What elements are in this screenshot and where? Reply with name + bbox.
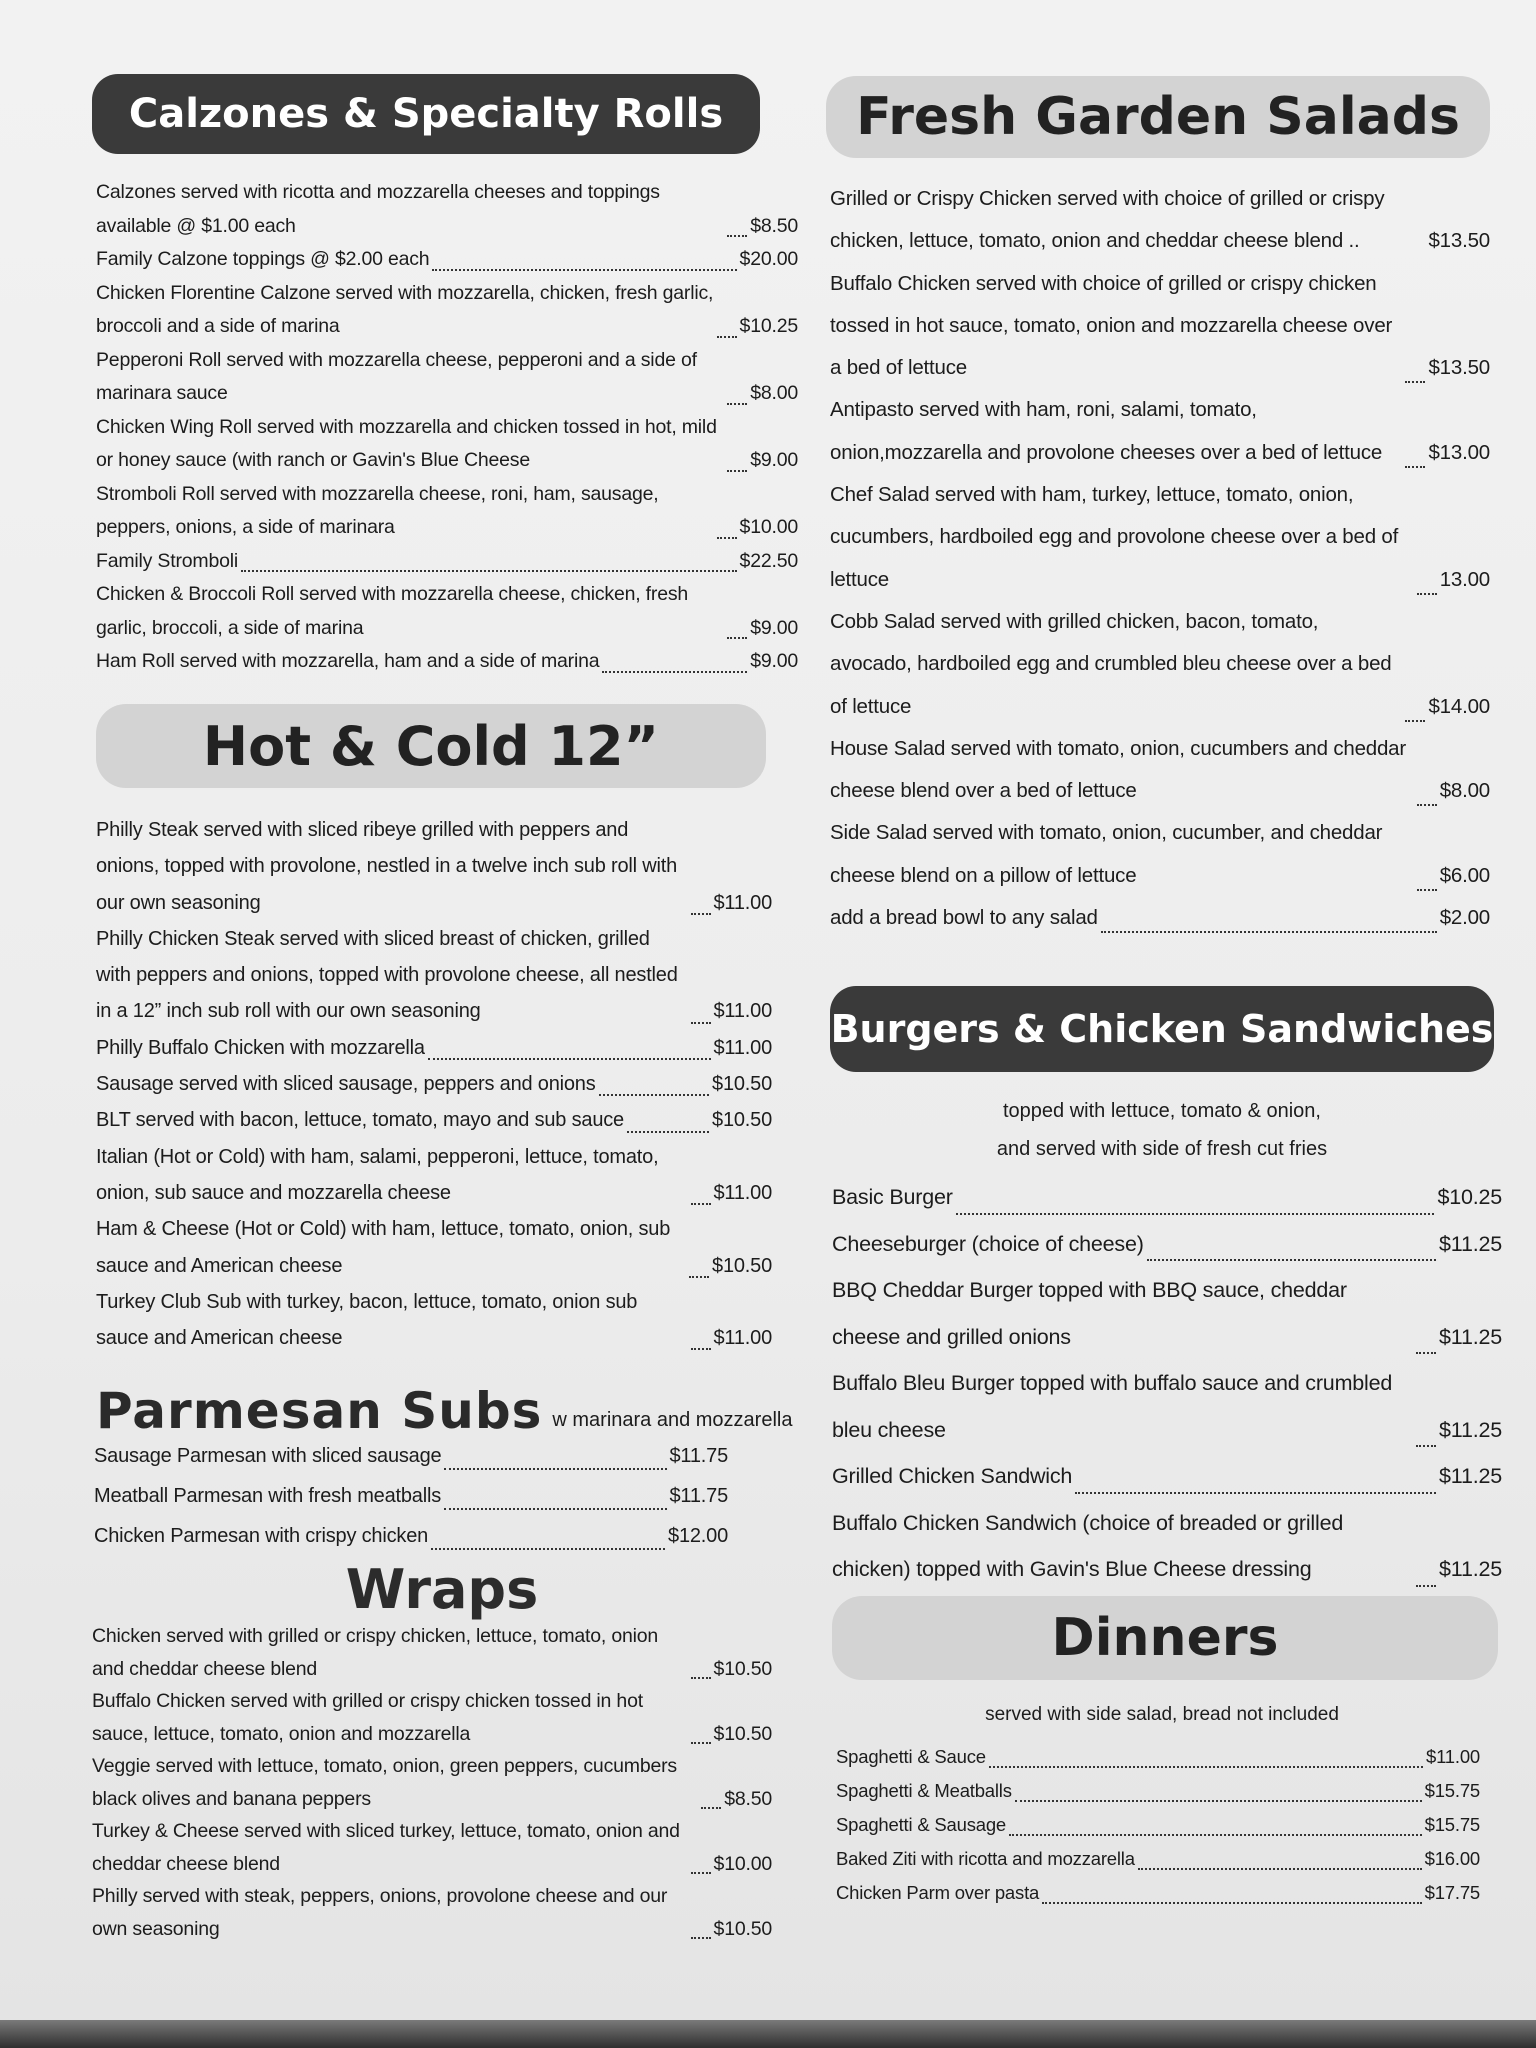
dot-leader <box>691 1022 711 1024</box>
dot-leader <box>1417 889 1437 891</box>
parmesan-title: Parmesan Subs <box>96 1382 543 1440</box>
menu-item-name: Spaghetti & Sauce <box>836 1746 986 1767</box>
menu-item-price: $6.00 <box>1439 863 1490 887</box>
menu-item-price: $8.00 <box>1439 779 1490 803</box>
menu-item <box>96 812 772 921</box>
menu-item <box>96 243 798 277</box>
menu-item-name: Cobb Salad served with grilled chicken, bacon, tomato, avocado, hardboiled egg and crumbled bleu cheese over a bed of lettuce <box>830 609 1392 718</box>
dot-leader <box>1138 1868 1422 1870</box>
menu-item-name: Grilled Chicken Sandwich <box>832 1464 1073 1488</box>
menu-item-name: Chicken Parmesan with crispy chicken <box>94 1525 429 1547</box>
dot-leader <box>1416 1352 1436 1354</box>
menu-item-price: $11.25 <box>1439 1231 1502 1256</box>
menu-item <box>832 1174 1502 1221</box>
menu-item-price: $10.00 <box>713 1852 772 1875</box>
menu-item <box>96 344 798 411</box>
menu-item <box>830 728 1490 813</box>
dot-leader <box>1417 593 1437 595</box>
dot-leader <box>691 1742 711 1744</box>
menu-item-name: Philly served with steak, peppers, onions, provolone cheese and our own seasoning <box>92 1885 668 1940</box>
parmesan-header <box>96 1374 796 1440</box>
menu-item <box>830 178 1490 263</box>
dot-leader <box>431 1548 665 1550</box>
dot-leader <box>428 1058 711 1060</box>
dot-leader <box>691 1677 711 1679</box>
dot-leader <box>1075 1492 1436 1494</box>
menu-item-price: $13.50 <box>1428 229 1490 253</box>
menu-item-name: Calzones served with ricotta and mozzarella cheeses and toppings available @ $1.00 each <box>96 181 660 237</box>
bottom-edge-shadow <box>0 2020 1536 2048</box>
burgers-header <box>830 986 1494 1072</box>
menu-item-name: Philly Chicken Steak served with sliced breast of chicken, grilled with peppers and onions, topped with provolone cheese, all nestled in a 12” inch sub roll with our own seasoning <box>96 927 678 1023</box>
menu-item-price: $11.25 <box>1439 1324 1502 1349</box>
menu-item-name: Basic Burger <box>832 1185 953 1209</box>
menu-item-price: $11.00 <box>713 1327 772 1350</box>
menu-item-price: $20.00 <box>739 248 798 270</box>
menu-item-price: $10.00 <box>739 516 798 538</box>
dot-leader <box>691 1203 711 1205</box>
menu-item <box>96 921 772 1030</box>
menu-item-name: Veggie served with lettuce, tomato, onion, green peppers, cucumbers black olives and banana peppers <box>92 1755 677 1810</box>
dot-leader <box>717 537 737 539</box>
menu-item <box>96 1030 772 1066</box>
dot-leader <box>727 403 747 405</box>
menu-item-price: $11.00 <box>713 1000 772 1023</box>
dot-leader <box>1416 1585 1436 1587</box>
menu-item-price: $10.50 <box>712 1073 772 1096</box>
dot-leader <box>602 671 747 673</box>
parmesan-list <box>94 1436 728 1556</box>
menu-item-price: $13.50 <box>1428 356 1490 380</box>
menu-item-price: $8.50 <box>724 1787 772 1810</box>
menu-item-name: Turkey & Cheese served with sliced turkey, lettuce, tomato, onion and cheddar cheese blend <box>92 1820 680 1875</box>
menu-item-price: $22.50 <box>739 549 798 572</box>
menu-item-name: Antipasto served with ham, roni, salami, tomato, onion,mozzarella and provolone cheeses over a bed of lettuce <box>830 398 1383 464</box>
menu-item <box>832 1221 1502 1268</box>
dot-leader <box>717 336 737 338</box>
wraps-list <box>92 1620 772 1945</box>
menu-item-price: $10.50 <box>713 1917 772 1940</box>
dot-leader <box>956 1213 1435 1215</box>
menu-item-name: House Salad served with tomato, onion, cucumbers and cheddar cheese blend over a bed of lettuce <box>830 736 1407 803</box>
menu-item-name: Ham Roll served with mozzarella, ham and a side of marina <box>96 650 600 672</box>
menu-item-name: Chicken Wing Roll served with mozzarella and chicken tossed in hot, mild or honey sauce (with ranch or Gavin's Blue Cheese <box>96 415 717 471</box>
menu-item <box>832 1267 1502 1360</box>
menu-item <box>96 1139 772 1212</box>
calzones-list <box>96 176 798 679</box>
menu-item-price: $10.50 <box>713 1657 772 1680</box>
dot-leader <box>691 1937 711 1939</box>
menu-item <box>96 1211 772 1284</box>
menu-item <box>92 1815 772 1880</box>
dinners-header <box>832 1596 1498 1680</box>
menu-item-name: Italian (Hot or Cold) with ham, salami, pepperoni, lettuce, tomato, onion, sub sauce and mozzarella cheese <box>96 1145 659 1204</box>
menu-item-name: Chicken Parm over pasta <box>836 1882 1040 1903</box>
menu-item <box>830 389 1490 474</box>
menu-item-price: $11.25 <box>1439 1557 1502 1581</box>
menu-item-price: $8.00 <box>750 382 798 404</box>
dot-leader <box>444 1468 666 1470</box>
menu-item-name: Spaghetti & Sausage <box>836 1814 1007 1835</box>
menu-item <box>96 277 798 344</box>
dot-leader <box>727 637 747 639</box>
menu-item <box>96 545 798 579</box>
menu-item-name: Buffalo Chicken served with choice of grilled or crispy chicken tossed in hot sauce, tomato, onion and mozzarella cheese over a bed of lettuce <box>830 271 1393 380</box>
menu-item-price: $10.50 <box>713 1722 772 1745</box>
dot-leader <box>1417 804 1437 806</box>
menu-item <box>832 1453 1502 1500</box>
menu-item-name: Family Calzone toppings @ $2.00 each <box>96 248 430 270</box>
menu-item-name: Stromboli Roll served with mozzarella cheese, roni, ham, sausage, peppers, onions, a side of marinara <box>96 482 659 538</box>
dinners-list <box>836 1740 1480 1910</box>
dot-leader <box>727 470 747 472</box>
menu-item <box>96 176 798 243</box>
menu-item <box>94 1436 728 1476</box>
dinners-note: served with side salad, bread not included <box>985 1704 1339 1725</box>
wraps-header <box>232 1554 652 1624</box>
menu-item-price: $2.00 <box>1439 906 1490 930</box>
menu-item-name: Buffalo Bleu Burger topped with buffalo sauce and crumbled bleu cheese <box>832 1371 1393 1442</box>
dot-leader <box>701 1807 721 1809</box>
dot-leader <box>1009 1834 1422 1836</box>
menu-item-name: Chef Salad served with ham, turkey, lettuce, tomato, onion, cucumbers, hardboiled egg and provolone cheese over a bed of lettuce <box>830 483 1399 591</box>
menu-item-price: $9.00 <box>750 449 798 471</box>
menu-item-price: $14.00 <box>1428 694 1490 718</box>
burgers-note-line1: topped with lettuce, tomato & onion, <box>1003 1100 1321 1122</box>
menu-item <box>830 812 1490 897</box>
burgers-note-line2: and served with side of fresh cut fries <box>996 1138 1328 1160</box>
dot-leader <box>627 1131 709 1133</box>
menu-item-name: Sausage served with sliced sausage, peppers and onions <box>96 1073 596 1096</box>
menu-item-price: $8.50 <box>750 214 798 237</box>
menu-item-price: $9.00 <box>750 616 798 639</box>
dot-leader <box>599 1094 709 1096</box>
menu-item-price: $17.75 <box>1424 1882 1480 1903</box>
dot-leader <box>1015 1800 1422 1802</box>
menu-item-name: BLT served with bacon, lettuce, tomato, mayo and sub sauce <box>96 1109 624 1132</box>
menu-item <box>836 1842 1480 1876</box>
dot-leader <box>691 1872 711 1874</box>
dot-leader <box>691 913 711 915</box>
salads-title: Fresh Garden Salads <box>856 87 1460 147</box>
menu-item <box>96 1284 772 1357</box>
dot-leader <box>1405 466 1425 468</box>
parmesan-subtitle: w marinara and mozzarella <box>552 1409 793 1431</box>
menu-item <box>96 1066 772 1102</box>
burgers-note <box>826 1092 1498 1168</box>
menu-item-price: 13.00 <box>1439 567 1490 591</box>
menu-item <box>92 1750 772 1815</box>
menu-item-price: $15.75 <box>1424 1780 1480 1801</box>
burgers-list <box>832 1174 1502 1593</box>
menu-item-price: $10.25 <box>1437 1185 1502 1209</box>
menu-item-price: $11.00 <box>713 1181 772 1204</box>
menu-item-name: Spaghetti & Meatballs <box>836 1780 1012 1801</box>
dot-leader <box>1101 931 1437 933</box>
menu-item-name: Chicken & Broccoli Roll served with mozzarella cheese, chicken, fresh garlic, broccoli, a side of marina <box>96 583 689 639</box>
menu-item-name: Side Salad served with tomato, onion, cucumber, and cheddar cheese blend on a pillow of lettuce <box>830 821 1383 887</box>
calzones-title: Calzones & Specialty Rolls <box>128 91 724 137</box>
menu-item <box>830 474 1490 601</box>
menu-item-price: $11.00 <box>713 1036 772 1059</box>
menu-item <box>92 1880 772 1945</box>
menu-item-name: Baked Ziti with ricotta and mozzarella <box>836 1848 1135 1869</box>
menu-item <box>830 263 1490 390</box>
menu-item-price: $16.00 <box>1424 1848 1480 1869</box>
menu-item-price: $10.50 <box>712 1254 772 1277</box>
dot-leader <box>727 235 747 237</box>
calzones-header <box>92 74 760 154</box>
dot-leader <box>989 1766 1423 1768</box>
salads-list <box>830 178 1490 939</box>
menu-item <box>94 1516 728 1556</box>
menu-item-price: $11.25 <box>1439 1417 1502 1442</box>
menu-item <box>92 1620 772 1685</box>
menu-item-name: Buffalo Chicken served with grilled or crispy chicken tossed in hot sauce, lettuce, tomato, onion and mozzarella <box>92 1690 643 1745</box>
menu-item-price: $11.00 <box>713 891 772 914</box>
menu-item-price: $11.75 <box>669 1485 728 1507</box>
dot-leader <box>689 1276 709 1278</box>
menu-item-price: $13.00 <box>1428 440 1490 464</box>
menu-item-name: Buffalo Chicken Sandwich (choice of breaded or grilled chicken) topped with Gavin's Blue Cheese dressing <box>832 1510 1344 1581</box>
menu-item-price: $12.00 <box>668 1525 728 1547</box>
menu-item <box>836 1808 1480 1842</box>
wraps-title: Wraps <box>345 1557 539 1621</box>
menu-item <box>832 1500 1502 1593</box>
salads-header <box>826 76 1490 158</box>
dot-leader <box>1147 1259 1436 1261</box>
menu-item-name: Pepperoni Roll served with mozzarella cheese, pepperoni and a side of marinara sauce <box>96 348 697 404</box>
menu-item-name: Cheeseburger (choice of cheese) <box>832 1231 1144 1256</box>
menu-item-name: BBQ Cheddar Burger topped with BBQ sauce, cheddar cheese and grilled onions <box>832 1278 1347 1349</box>
menu-item-name: add a bread bowl to any salad <box>830 906 1098 930</box>
menu-item-name: Sausage Parmesan with sliced sausage <box>94 1445 442 1467</box>
menu-item <box>836 1876 1480 1910</box>
menu-item <box>96 578 798 645</box>
hotcold-header <box>96 704 766 788</box>
menu-item <box>96 645 798 679</box>
dot-leader <box>1042 1902 1422 1904</box>
menu-item-name: Philly Buffalo Chicken with mozzarella <box>96 1036 425 1059</box>
dot-leader <box>1405 381 1425 383</box>
menu-item <box>96 411 798 478</box>
dot-leader <box>1405 720 1425 722</box>
menu-item-price: $11.00 <box>1425 1746 1480 1767</box>
menu-item <box>92 1685 772 1750</box>
menu-item <box>830 601 1490 728</box>
menu-item-name: Chicken served with grilled or crispy chicken, lettuce, tomato, onion and cheddar cheese blend <box>92 1625 659 1680</box>
menu-item-name: Ham & Cheese (Hot or Cold) with ham, lettuce, tomato, onion, sub sauce and American cheese <box>96 1218 671 1277</box>
menu-item-price: $11.75 <box>669 1445 728 1467</box>
menu-item <box>94 1476 728 1516</box>
menu-item <box>830 897 1490 939</box>
menu-item-name: Chicken Florentine Calzone served with mozzarella, chicken, fresh garlic, broccoli and a side of marina <box>96 281 714 337</box>
burgers-title: Burgers & Chicken Sandwiches <box>830 1007 1494 1051</box>
dot-leader <box>241 570 737 572</box>
menu-item-name: Turkey Club Sub with turkey, bacon, lettuce, tomato, onion sub sauce and American cheese <box>96 1290 638 1350</box>
dot-leader <box>444 1508 667 1510</box>
hotcold-title: Hot & Cold 12” <box>202 714 660 778</box>
dot-leader <box>1416 1445 1436 1447</box>
menu-item-price: $10.50 <box>712 1109 772 1132</box>
menu-item <box>836 1774 1480 1808</box>
menu-item-price: $15.75 <box>1424 1814 1480 1835</box>
menu-item-name: Philly Steak served with sliced ribeye grilled with peppers and onions, topped with provolone, nestled in a twelve inch sub roll with our own seasoning <box>96 819 677 914</box>
dot-leader <box>691 1348 711 1350</box>
menu-item <box>836 1740 1480 1774</box>
menu-item-name: Grilled or Crispy Chicken served with choice of grilled or crispy chicken, lettuce, tomato, onion and cheddar cheese blend .. <box>830 187 1385 253</box>
menu-item-price: $11.25 <box>1439 1464 1502 1488</box>
menu-item <box>96 478 798 545</box>
menu-item <box>832 1360 1502 1453</box>
menu-item-name: Family Stromboli <box>96 549 238 572</box>
hotcold-list <box>96 812 772 1356</box>
menu-item-price: $10.25 <box>739 315 798 337</box>
dot-leader <box>432 269 736 271</box>
menu-item <box>96 1102 772 1138</box>
menu-item-name: Meatball Parmesan with fresh meatballs <box>94 1485 441 1507</box>
dinners-title: Dinners <box>1051 1608 1279 1668</box>
menu-item-price: $9.00 <box>750 650 798 672</box>
